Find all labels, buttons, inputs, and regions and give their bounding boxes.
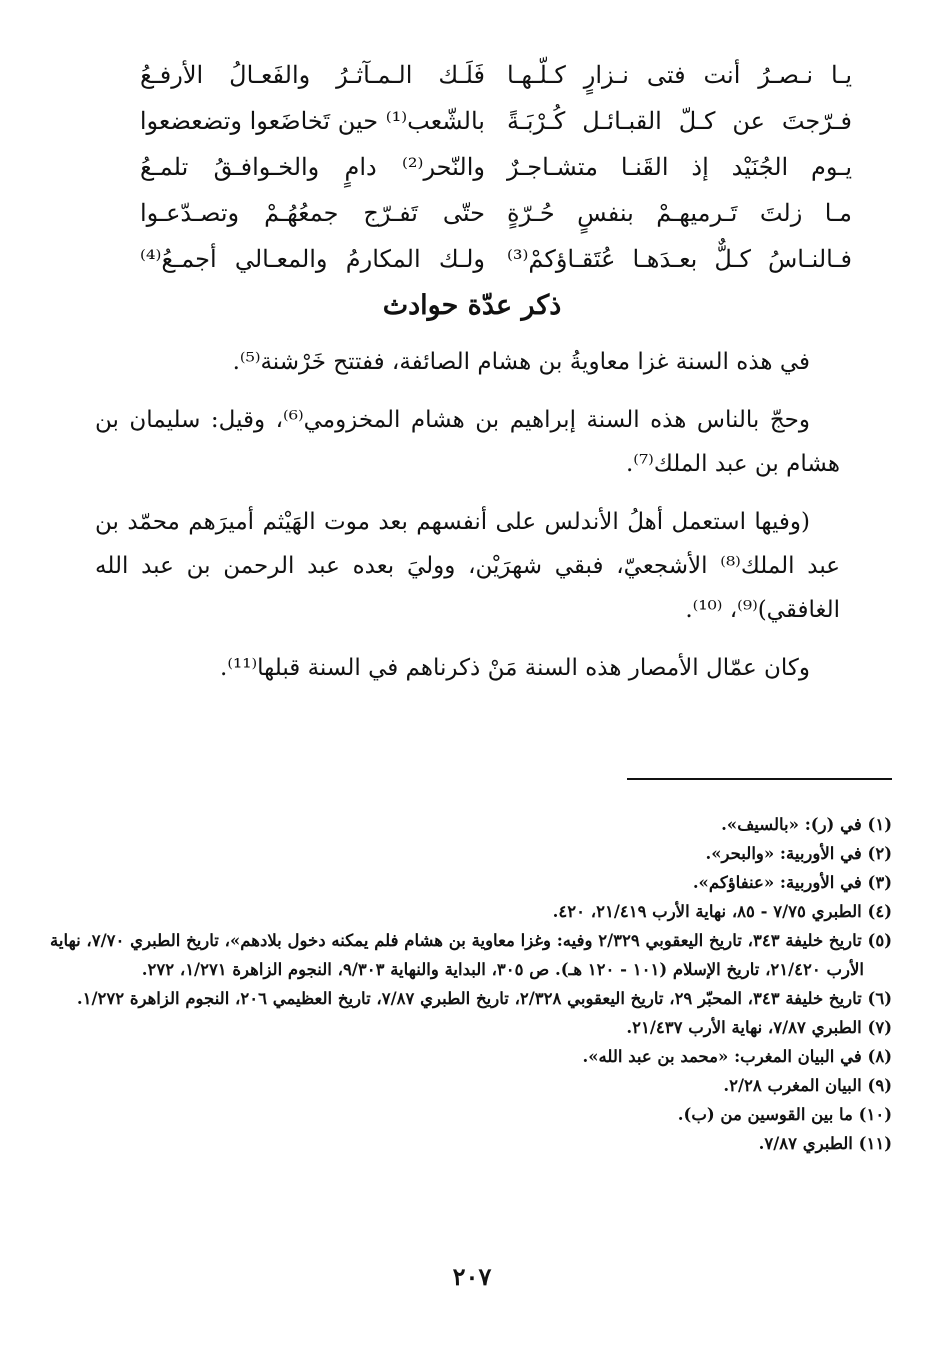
verse-second-hemistich: فَلَـك الـمـآثـرُ والفَعـالُ الأرفـعُ (140, 61, 485, 89)
footnote: (٦) تاريخ خليفة ٣٤٣، المحبّر ٢٩، تاريخ اليعقوبي ٢/٣٢٨، تاريخ الطبري ٧/٨٧، تاريخ العظيمي ٢٠٦، النجوم الزاهرة ١/٢٧٢. (76, 989, 892, 1008)
footnote: (١٠) ما بين القوسين من (ب). (677, 1105, 892, 1124)
body-text (95, 340, 840, 704)
footnote: (٩) البيان المغرب ٢/٢٨. (723, 1076, 892, 1095)
verse-first-hemistich: مـا زلتَ تَـرميهـمْ بنفسٍ حُـرّةٍ (507, 199, 852, 227)
poem-verse (140, 144, 852, 190)
verse-first-hemistich: يـوم الجُنَيْد إذ القَنـا متشـاجـرٌ (507, 153, 852, 181)
section-heading: ذكر عدّة حوادث (382, 290, 562, 321)
poem-block (140, 52, 852, 282)
verse-first-hemistich: فـرّجتَ عن كـلّ القبـائـل كُـرْبَـةً (507, 107, 852, 135)
page-number: ٢٠٧ (452, 1262, 492, 1291)
footnote: (٧) الطبري ٧/٨٧، نهاية الأرب ٢١/٤٣٧. (626, 1018, 892, 1037)
poem-verse (140, 190, 852, 236)
verse-first-hemistich: يـا نـصـرُ أنت فتى نـزارٍ كـلّـهـا (507, 61, 852, 89)
verse-second-hemistich: حتّى تَفـرّج جمعُهُـمْ وتصـدّعـوا (140, 199, 485, 227)
poem-verse (140, 52, 852, 98)
paragraph: وحجّ بالناس هذه السنة إبراهيم بن هشام المخزومي⁽⁶⁾، وقيل: سليمان بن هشام بن عبد الملك⁽⁷⁾. (95, 407, 840, 477)
footnote-separator (627, 778, 892, 780)
footnote: (١) في (ر): «بالسيف». (721, 815, 892, 834)
footnote: (٥) تاريخ خليفة ٣٤٣، تاريخ اليعقوبي ٢/٣٢٩ وفيه: وغزا معاوية بن هشام فلم يمكنه دخول بلادهم»، تاريخ الطبري ٧/٧٠، نهاية الأرب ٢١/٤٢٠، تاريخ الإسلام (١٠١ - ١٢٠ هـ). ص ٣٠٥، البداية والنهاية ٩/٣٠٣، النجوم الزاهرة ١/٢٧١، ٢٧٢. (50, 931, 893, 979)
paragraph: (وفيها استعمل أهلُ الأندلس على أنفسهم بعد موت الهَيْثم أميرَهم محمّد بن عبد الملك⁽⁸⁾ الأشجعيّ، فبقي شهرَيْن، ووليَ بعده عبد الرحمن بن عبد الله الغافقي)⁽⁹⁾، ⁽¹⁰⁾. (95, 509, 840, 623)
verse-second-hemistich: والنّحر⁽²⁾ دامٍ والخـوافـقُ تلمـعُ (140, 153, 485, 181)
footnote: (٣) في الأوربية: «عنفاؤكم». (692, 873, 892, 892)
verse-second-hemistich: ولـك المكارمُ والمعـالي أجمـعُ⁽⁴⁾ (140, 245, 485, 273)
footnote: (٤) الطبري ٧/٧٥ - ٨٥، نهاية الأرب ٢١/٤١٩، ٤٢٠. (552, 902, 892, 921)
footnote: (١١) الطبري ٧/٨٧. (758, 1134, 892, 1153)
verse-second-hemistich: بالشّعب⁽¹⁾ حين تَخاضَعوا وتضعضعوا (139, 107, 485, 135)
footnote: (٢) في الأوربية: «والبحر». (705, 844, 892, 863)
footnotes (50, 810, 892, 1158)
poem-verse (140, 236, 852, 282)
verse-first-hemistich: فـالنـاسُ كـلٌّ بعـدَهـا عُتَقـاؤكمْ⁽³⁾ (507, 245, 852, 273)
paragraph: وكان عمّال الأمصار هذه السنة مَنْ ذكرناهم في السنة قبلها⁽¹¹⁾. (220, 655, 810, 681)
footnote: (٨) في البيان المغرب: «محمد بن عبد الله». (582, 1047, 892, 1066)
paragraph: في هذه السنة غزا معاويةُ بن هشام الصائفة، ففتتح خَرْشنة⁽⁵⁾. (232, 349, 810, 375)
poem-verse (140, 98, 852, 144)
